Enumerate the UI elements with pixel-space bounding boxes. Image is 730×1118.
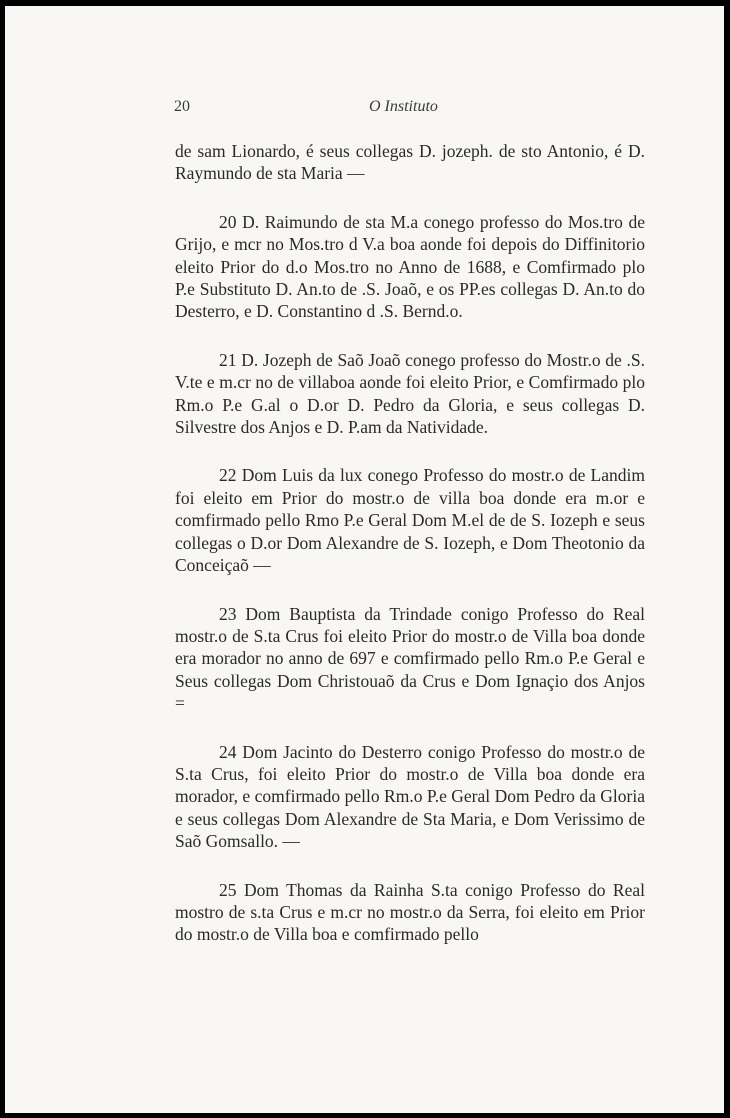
paragraph-entry-23: 23 Dom Bauptista da Trindade conigo Professo do Real mostr.o de S.ta Crus foi eleito Prior do mostr.o de Villa boa donde era morador no anno de 697 e comfirmado pello Rm.o P.e Geral e Seus collegas Dom Christouaõ da Crus e Dom Ignaçio dos Anjos = — [175, 603, 645, 714]
page-header — [5, 98, 724, 118]
paragraph-entry-20: 20 D. Raimundo de sta M.a conego professo do Mos.tro de Grijo, e mcr no Mos.tro d V.a boa aonde foi depois do Diffinitorio eleito Prior do d.o Mos.tro no Anno de 1688, e Comfirmado plo P.e Substituto D. An.to de .S. Joaõ, e os PP.es collegas D. An.to do Desterro, e D. Constantino d .S. Bernd.o. — [175, 211, 645, 322]
paragraph-continuation: de sam Lionardo, é seus collegas D. jozeph. de sto Antonio, é D. Raymundo de sta Maria — — [175, 141, 645, 184]
book-page — [5, 6, 724, 1113]
paragraph-entry-22: 22 Dom Luis da lux conego Professo do mostr.o de Landim foi eleito em Prior do mostr.o de villa boa donde era m.or e comfirmado pello Rmo P.e Geral Dom M.el de de S. Iozeph e seus collegas o D.or Dom Alexandre de S. Iozeph, e Dom Theotonio da Conceiçaõ — — [175, 465, 645, 576]
page-number: 20 — [174, 98, 190, 115]
paragraph-entry-21: 21 D. Jozeph de Saõ Joaõ conego professo do Mostr.o de .S. V.te e m.cr no de villaboa aonde foi eleito Prior, e Comfirmado plo Rm.o P.e G.al o D.or D. Pedro da Gloria, e seus collegas D. Silvestre dos Anjos e D. P.am da Natividade. — [175, 349, 645, 438]
paragraph-entry-24: 24 Dom Jacinto do Desterro conigo Professo do mostr.o de S.ta Crus, foi eleito Prior do mostr.o de Villa boa donde era morador, e comfirmado pello Rm.o P.e Geral Dom Pedro da Gloria e seus collegas Dom Alexandre de Sta Maria, e Dom Verissimo de Saõ Gomsallo. — — [175, 741, 645, 852]
paragraph-entry-25: 25 Dom Thomas da Rainha S.ta conigo Professo do Real mostro de s.ta Crus e m.cr no mostr.o da Serra, foi eleito em Prior do mostr.o de Villa boa e comfirmado pello — [175, 879, 645, 945]
body-text — [175, 140, 645, 946]
running-title: O Instituto — [369, 98, 438, 115]
